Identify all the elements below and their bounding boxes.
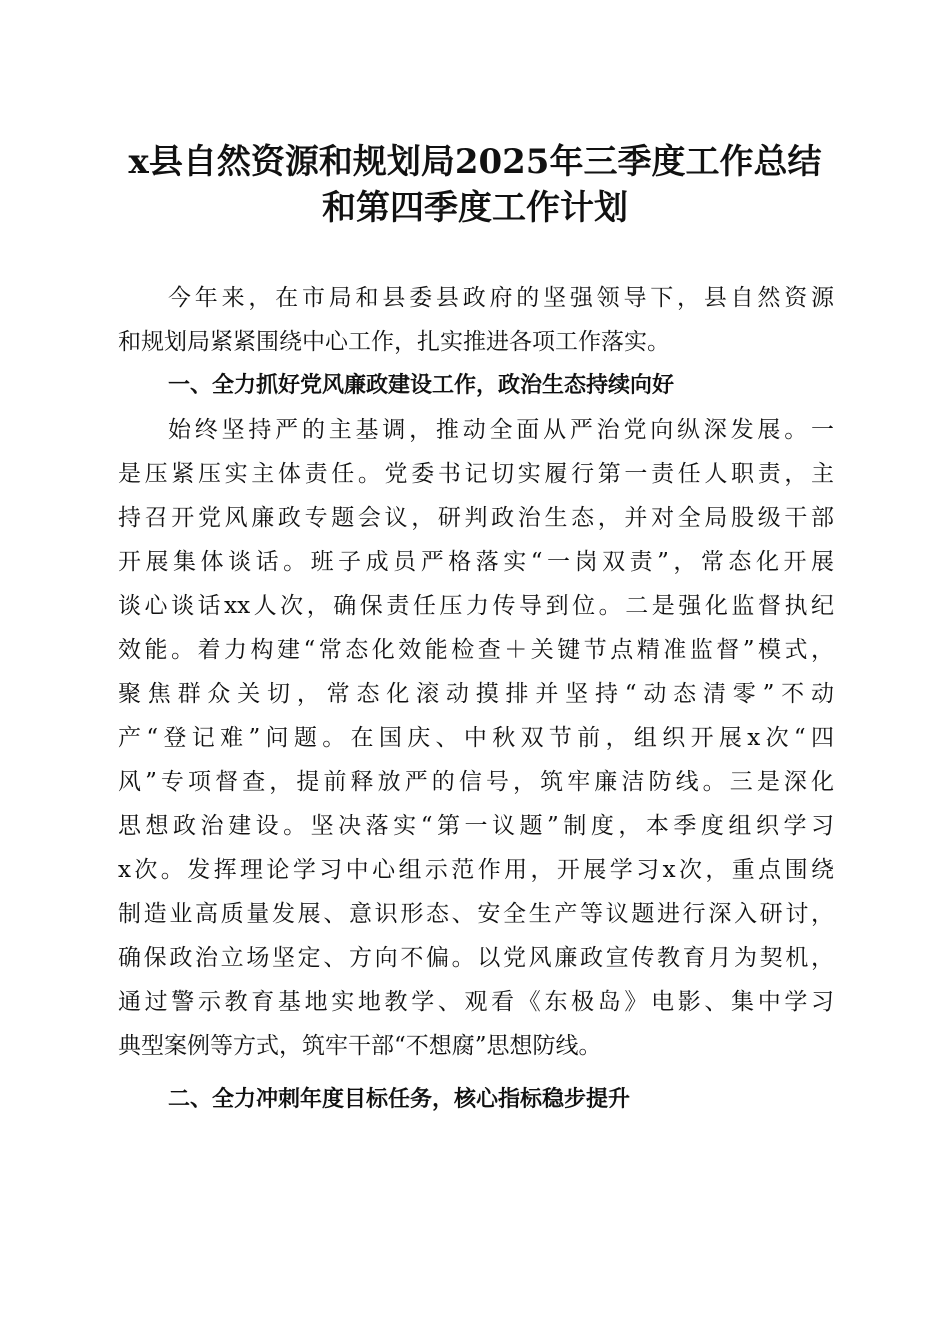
document-title-line-2: 和第四季度工作计划 — [322, 188, 628, 228]
body-line: 风”专项督查，提前释放严的信号，筑牢廉洁防线。三是深化 — [118, 769, 834, 795]
body-line: 思想政治建设。坚决落实“第一议题”制度，本季度组织学习 — [118, 813, 834, 839]
body-line: 制造业高质量发展、意识形态、安全生产等议题进行深入研讨， — [118, 901, 834, 927]
intro-line: 今年来，在市局和县委县政府的坚强领导下，县自然资源 — [168, 285, 834, 311]
document-title-line-1: x县自然资源和规划局2025年三季度工作总结 — [128, 142, 822, 182]
body-line: 聚焦群众关切，常态化滚动摸排并坚持“动态清零”不动 — [118, 681, 834, 707]
body-line: x次。发挥理论学习中心组示范作用，开展学习x次，重点围绕 — [118, 857, 834, 883]
body-line: 持召开党风廉政专题会议，研判政治生态，并对全局股级干部 — [118, 505, 834, 531]
section-2-heading: 二、全力冲刺年度目标任务，核心指标稳步提升 — [168, 1087, 631, 1112]
body-line: 确保政治立场坚定、方向不偏。以党风廉政宣传教育月为契机， — [118, 945, 834, 971]
body-line: 是压紧压实主体责任。党委书记切实履行第一责任人职责，主 — [118, 461, 834, 487]
section-1-heading: 一、全力抓好党风廉政建设工作，政治生态持续向好 — [168, 373, 675, 398]
body-line: 通过警示教育基地实地教学、观看《东极岛》电影、集中学习 — [118, 989, 834, 1015]
body-line: 谈心谈话xx人次，确保责任压力传导到位。二是强化监督执纪 — [118, 593, 834, 619]
body-line: 始终坚持严的主基调，推动全面从严治党向纵深发展。一 — [168, 417, 834, 443]
intro-line: 和规划局紧紧围绕中心工作，扎实推进各项工作落实。 — [118, 329, 670, 355]
body-line: 开展集体谈话。班子成员严格落实“一岗双责”，常态化开展 — [118, 549, 834, 575]
body-line: 典型案例等方式，筑牢干部“不想腐”思想防线。 — [118, 1033, 602, 1059]
body-line: 效能。着力构建“常态化效能检查＋关键节点精准监督”模式， — [118, 637, 834, 663]
body-line: 产“登记难”问题。在国庆、中秋双节前，组织开展x次“四 — [118, 725, 834, 751]
